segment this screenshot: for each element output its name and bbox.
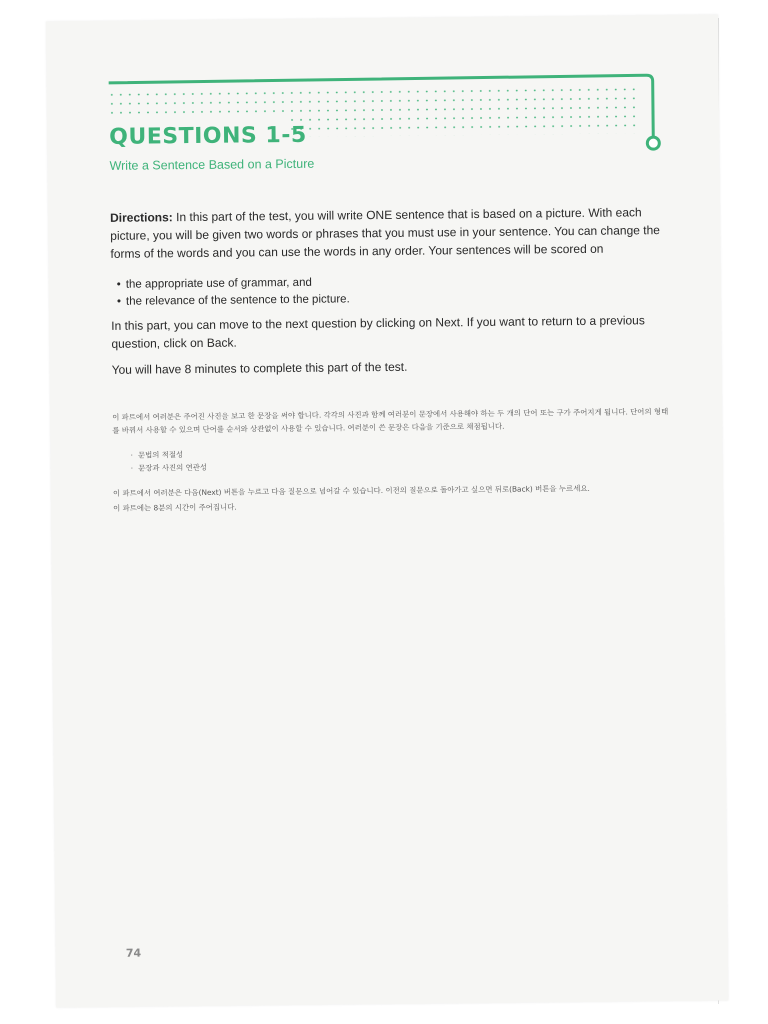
korean-navigation-paragraph: 이 파트에서 여러분은 다음(Next) 버튼을 누르고 다음 질문으로 넘어갈 수 있습니다. 이전의 질문으로 돌아가고 싶으면 뒤로(Back) 버튼을 누르세요. bbox=[112, 483, 590, 498]
header-dot-pattern-top bbox=[109, 87, 641, 115]
directions-label: Directions: bbox=[110, 210, 173, 225]
page-title: QUESTIONS 1-5 bbox=[109, 122, 307, 150]
scoring-criteria-list bbox=[117, 274, 350, 310]
page-number: 74 bbox=[125, 946, 142, 960]
page-subtitle: Write a Sentence Based on a Picture bbox=[109, 156, 315, 173]
list-item: · 문법의 적절성 bbox=[130, 448, 206, 462]
korean-criteria-list bbox=[130, 448, 207, 475]
list-item: · 문장과 사진의 연관성 bbox=[131, 461, 207, 475]
time-limit-paragraph: You will have 8 minutes to complete this part of the test. bbox=[111, 359, 408, 377]
header-frame-circle bbox=[647, 137, 659, 149]
list-item: • the appropriate use of grammar, and bbox=[117, 274, 350, 293]
directions-paragraph bbox=[110, 203, 663, 263]
navigation-paragraph: In this part, you can move to the next question by clicking on Next. If you want to return to a previous question, click on Back. bbox=[111, 313, 645, 351]
document-page bbox=[46, 14, 728, 1007]
korean-directions-paragraph: 이 파트에서 여러분은 주어진 사진을 보고 한 문장을 써야 합니다. 각각의 사진과 함께 여러분이 문장에서 사용해야 하는 두 개의 단어 또는 구가 주어지게 됩니다. 단어의 형태를 바꿔서 사용할 수 있으며 단어를 순서와 상관없이 사용할 수 있습니다. 여러분이 쓴 문장은 다음을 기준으로 채점됩니다. bbox=[112, 407, 669, 435]
header-dot-pattern-right bbox=[287, 111, 641, 137]
list-item: • the relevance of the sentence to the picture. bbox=[117, 291, 350, 310]
directions-text: In this part of the test, you will write ONE sentence that is based on a picture. With each picture, you will be given two words or phrases that you must use in your sentence. You can change the forms of the words and you can use the words in any order. Your sentences will be scored on bbox=[110, 205, 660, 261]
korean-time-paragraph: 이 파트에는 8분의 시간이 주어집니다. bbox=[113, 502, 237, 513]
